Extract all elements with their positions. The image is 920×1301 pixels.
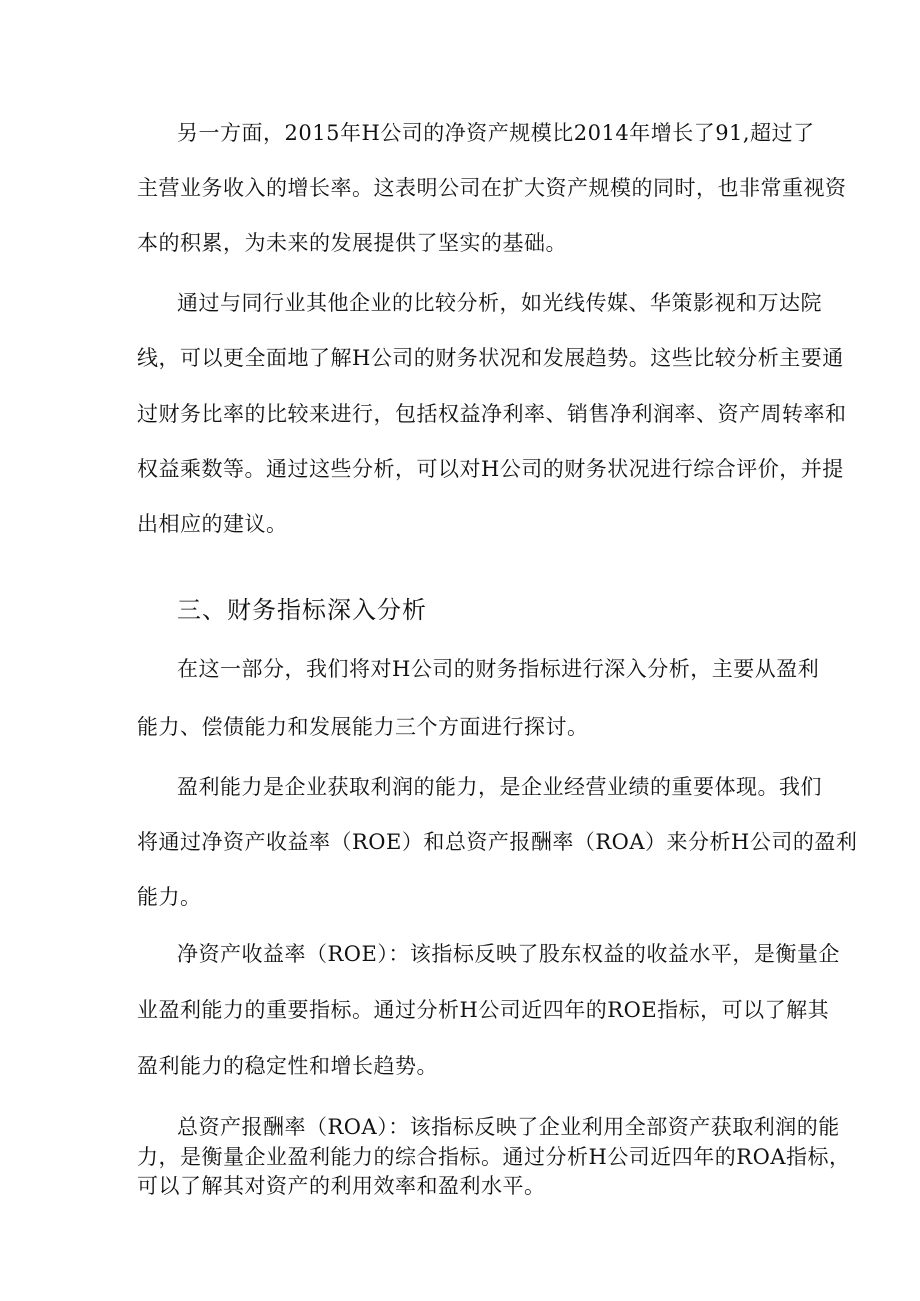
paragraph-line: 可以了解其对资产的利用效率和盈利水平。 [137, 1174, 546, 1198]
paragraph-line: 能力。 [137, 885, 202, 909]
paragraph-line: 盈利能力的稳定性和增长趋势。 [137, 1054, 438, 1078]
paragraph-line: 主营业务收入的增长率。这表明公司在扩大资产规模的同时，也非常重视资 [137, 176, 847, 200]
paragraph-line: 过财务比率的比较来进行，包括权益净利率、销售净利润率、资产周转率和 [137, 402, 847, 426]
paragraph-line: 线，可以更全面地了解H公司的财务状况和发展趋势。这些比较分析主要通 [137, 346, 844, 370]
paragraph-line: 总资产报酬率（ROA）：该指标反映了企业利用全部资产获取利润的能 [177, 1115, 840, 1139]
paragraph-line: 净资产收益率（ROE）：该指标反映了股东权益的收益水平，是衡量企 [177, 942, 840, 966]
paragraph-line: 本的积累，为未来的发展提供了坚实的基础。 [137, 231, 567, 255]
paragraph-line: 将通过净资产收益率（ROE）和总资产报酬率（ROA）来分析H公司的盈利 [137, 830, 858, 854]
paragraph-line: 盈利能力是企业获取利润的能力，是企业经营业绩的重要体现。我们 [177, 775, 822, 799]
paragraph-line: 力，是衡量企业盈利能力的综合指标。通过分析H公司近四年的ROA指标， [137, 1145, 851, 1169]
section-heading: 三、财务指标深入分析 [177, 596, 427, 624]
paragraph-line: 出相应的建议。 [137, 512, 288, 536]
paragraph-line: 在这一部分，我们将对H公司的财务指标进行深入分析，主要从盈利 [177, 657, 820, 681]
paragraph-line: 业盈利能力的重要指标。通过分析H公司近四年的ROE指标，可以了解其 [137, 998, 830, 1022]
paragraph-line: 权益乘数等。通过这些分析，可以对H公司的财务状况进行综合评价，并提 [137, 457, 844, 481]
paragraph-line: 另一方面，2015年H公司的净资产规模比2014年增长了91,超过了 [177, 121, 815, 145]
paragraph-line: 能力、偿债能力和发展能力三个方面进行探讨。 [137, 715, 589, 739]
paragraph-line: 通过与同行业其他企业的比较分析，如光线传媒、华策影视和万达院 [177, 291, 822, 315]
